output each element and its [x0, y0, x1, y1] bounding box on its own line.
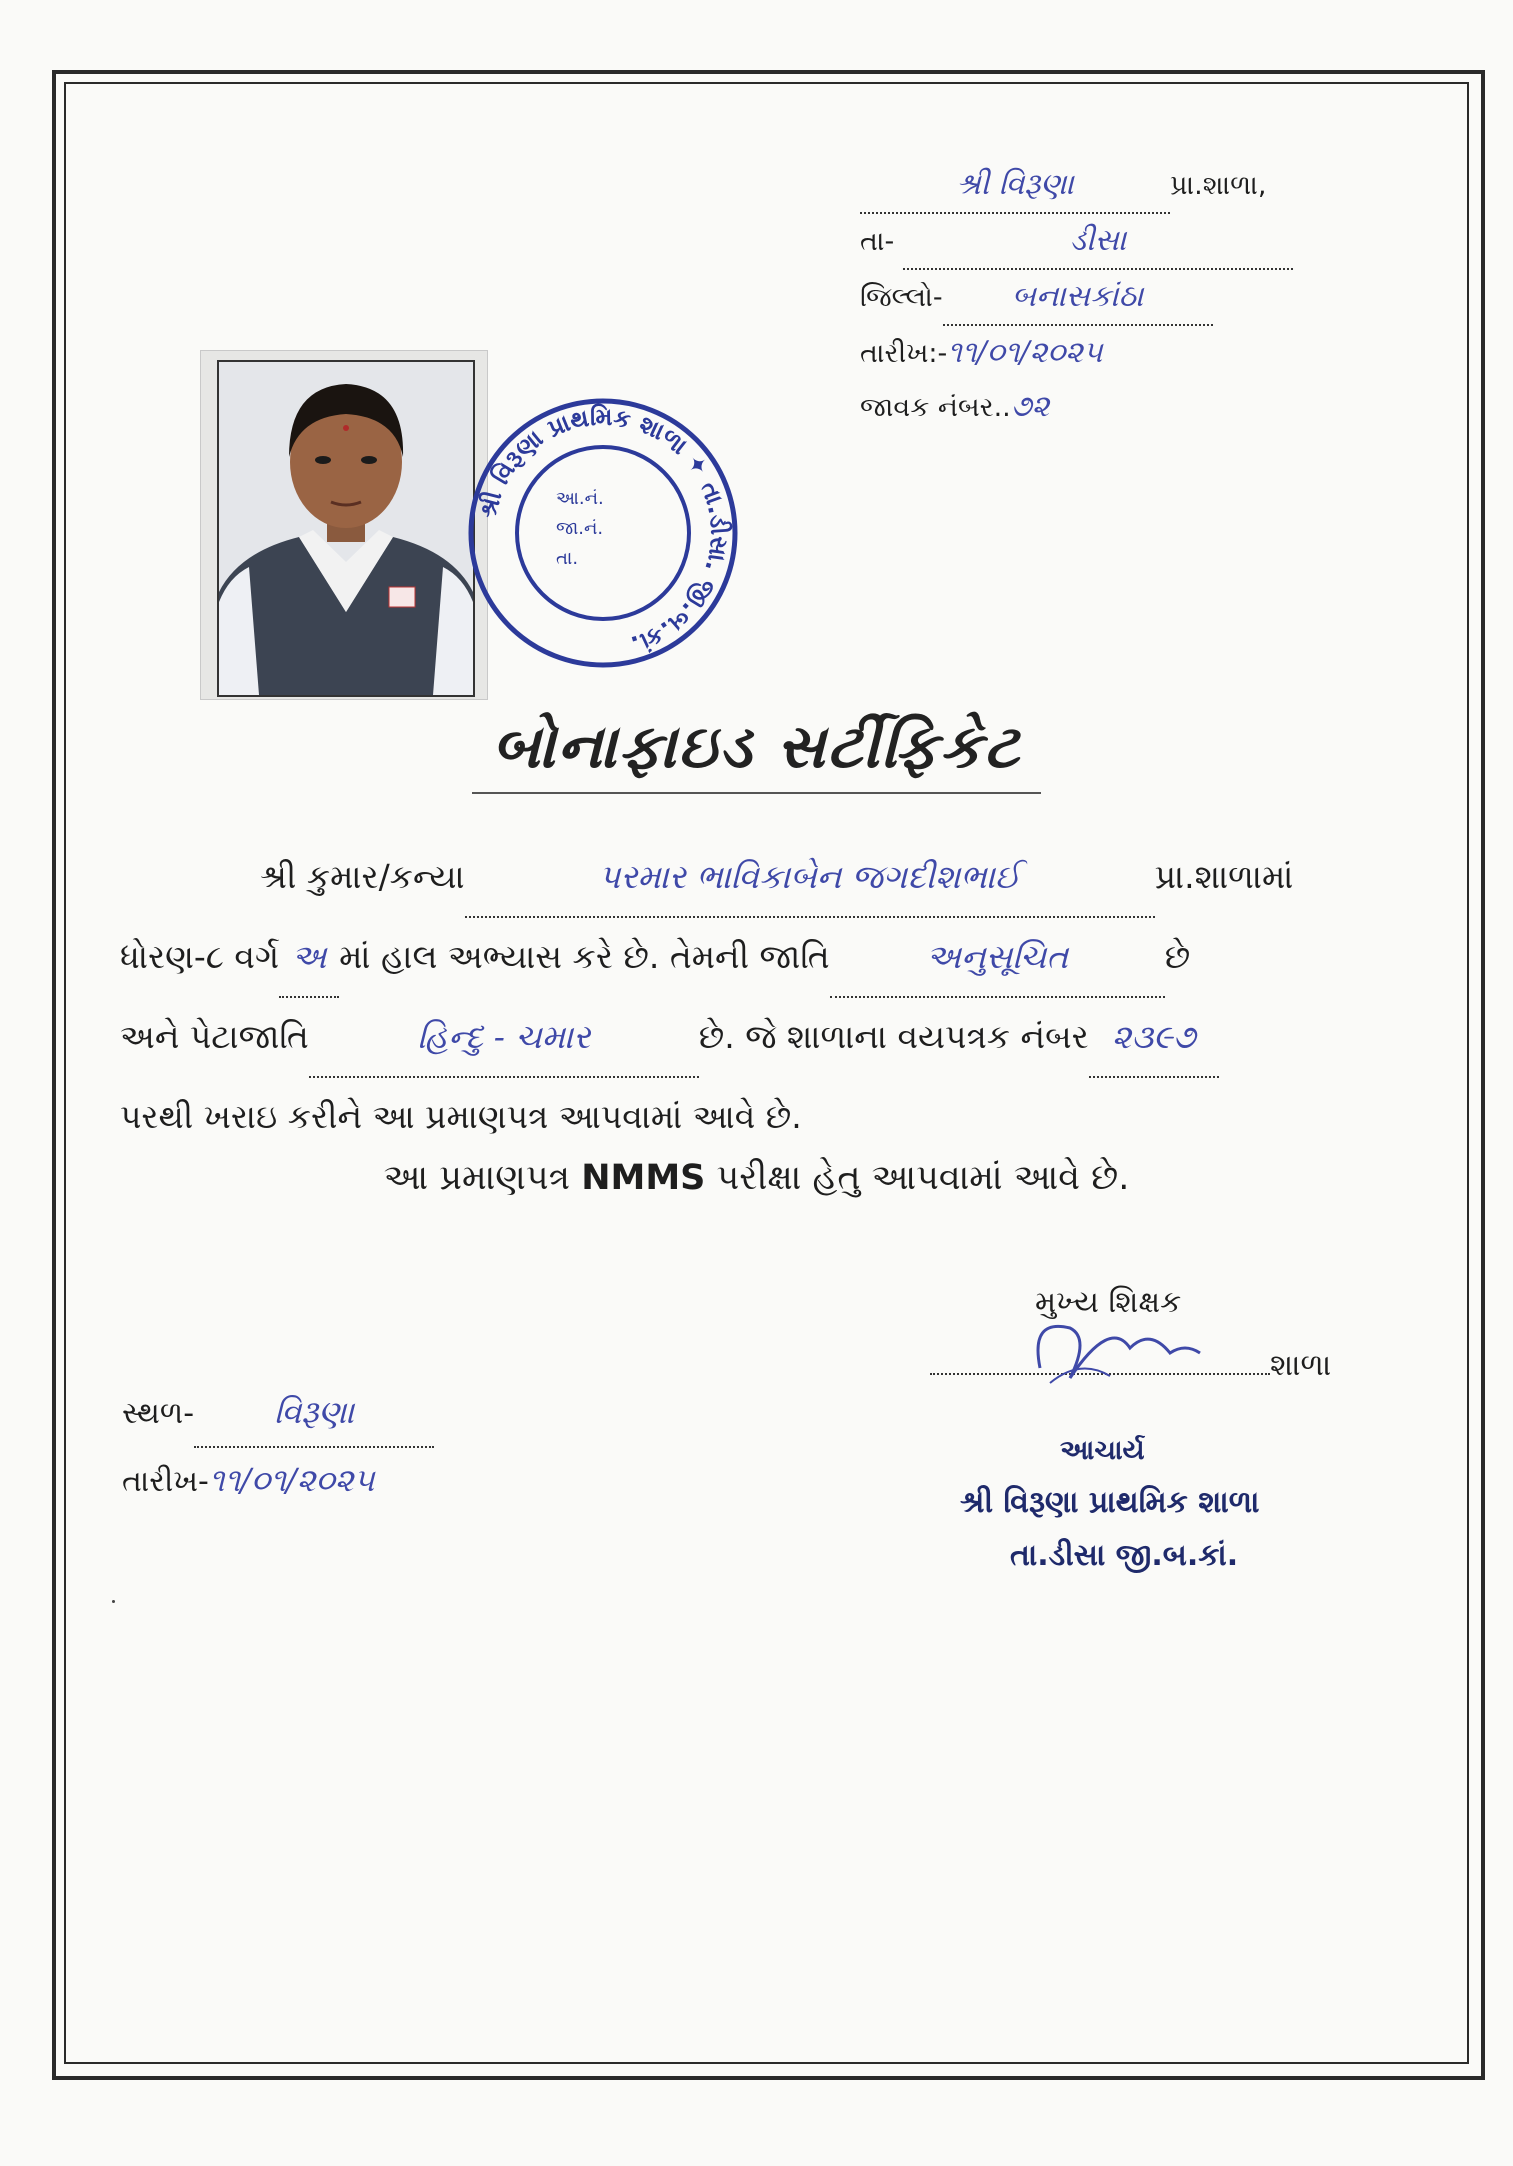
footer-date-handwritten: ૧૧/૦૧/૨૦૨૫	[208, 1461, 375, 1499]
district-label: જિલ્લો-	[860, 282, 943, 313]
body-line-4: પરથી ખરાઇ કરીને આ પ્રમાણપત્ર આપવામાં આવે છે.	[120, 1097, 802, 1136]
head-teacher-label: મુખ્ય શિક્ષક	[1035, 1285, 1182, 1320]
taluka-line	[860, 214, 1293, 270]
outward-line	[860, 380, 1293, 434]
seal-ring-text: શ્રી વિરૂણા પ્રાથમિક શાળા ✦ તા.ડીસા. જી.બ.કાં.	[473, 402, 734, 659]
signature-school-suffix: શાળા	[1270, 1348, 1332, 1383]
register-number-handwritten: ૨૩૯૭	[1111, 1017, 1196, 1056]
nmms-line: આ પ્રમાણપત્ર NMMS પરીક્ષા હેતુ આપવામાં આવે છે.	[383, 1158, 1130, 1198]
class-handwritten: અ	[291, 937, 327, 976]
handwritten-signature	[1010, 1298, 1210, 1398]
seal-inner-line2: જા.નં.	[556, 518, 604, 539]
school-line	[860, 158, 1293, 214]
place-handwritten: વિરૂણા	[274, 1393, 355, 1431]
address-block	[860, 158, 1293, 434]
principal-title: આચાર્ય	[1060, 1435, 1145, 1466]
principal-taluka: તા.ડીસા જી.બ.કાં.	[1010, 1538, 1239, 1573]
footer-date-line: તારીખ-૧૧/૦૧/૨૦૨૫	[122, 1461, 375, 1499]
body-line-3: અને પેટાજાતિ હિન્દુ - ચમાર છે. જે શાળાના વયપત્રક નંબર ૨૩૯૭	[120, 998, 1410, 1078]
taluka-handwritten: ડીસા	[1069, 223, 1127, 258]
district-line	[860, 270, 1293, 326]
caste-handwritten: અનુસૂચિત	[926, 937, 1069, 976]
district-handwritten: બનાસકાંઠા	[1011, 279, 1144, 314]
seal-inner-line1: આ.નં.	[556, 488, 604, 509]
outward-handwritten: ૭૨	[1010, 389, 1050, 424]
date-line	[860, 326, 1293, 380]
certificate-body	[120, 838, 1410, 1156]
place-line: સ્થળ- વિરૂણા	[122, 1380, 434, 1448]
certificate-title: બોનાફાઇડ સર્ટીફિકેટ	[472, 712, 1041, 794]
principal-stamp	[960, 1435, 1260, 1573]
student-name-handwritten: પરમાર ભાવિકાબેન જગદીશભાઈ	[598, 857, 1021, 896]
principal-school: શ્રી વિરૂણા પ્રાથમિક શાળા	[960, 1485, 1260, 1520]
student-photo	[217, 360, 475, 697]
date-label: તારીખ:-	[860, 338, 948, 369]
body-line-2: ધોરણ-૮ વર્ગ અ માં હાલ અભ્યાસ કરે છે. તેમની જાતિ અનુસૂચિત છે	[120, 918, 1410, 998]
taluka-label: તા-	[860, 226, 895, 257]
nmms-bold: NMMS	[581, 1158, 706, 1198]
place-date-block	[122, 1380, 434, 1514]
school-name-handwritten: શ્રી વિરૂણા	[956, 167, 1074, 202]
date-handwritten: ૧૧/૦૧/૨૦૨૫	[947, 335, 1103, 370]
paper-speck	[112, 1600, 115, 1603]
signature-block	[930, 1285, 1380, 1383]
subcaste-handwritten: હિન્દુ - ચમાર	[417, 1017, 591, 1056]
school-seal	[458, 388, 748, 682]
body-line-1: શ્રી કુમાર/કન્યા પરમાર ભાવિકાબેન જગદીશભાઈ પ્રા.શાળામાં	[120, 838, 1410, 918]
seal-inner-line3: તા.	[556, 548, 579, 569]
outward-label: જાવક નંબર..	[860, 392, 1011, 423]
school-suffix: પ્રા.શાળા,	[1170, 170, 1267, 201]
